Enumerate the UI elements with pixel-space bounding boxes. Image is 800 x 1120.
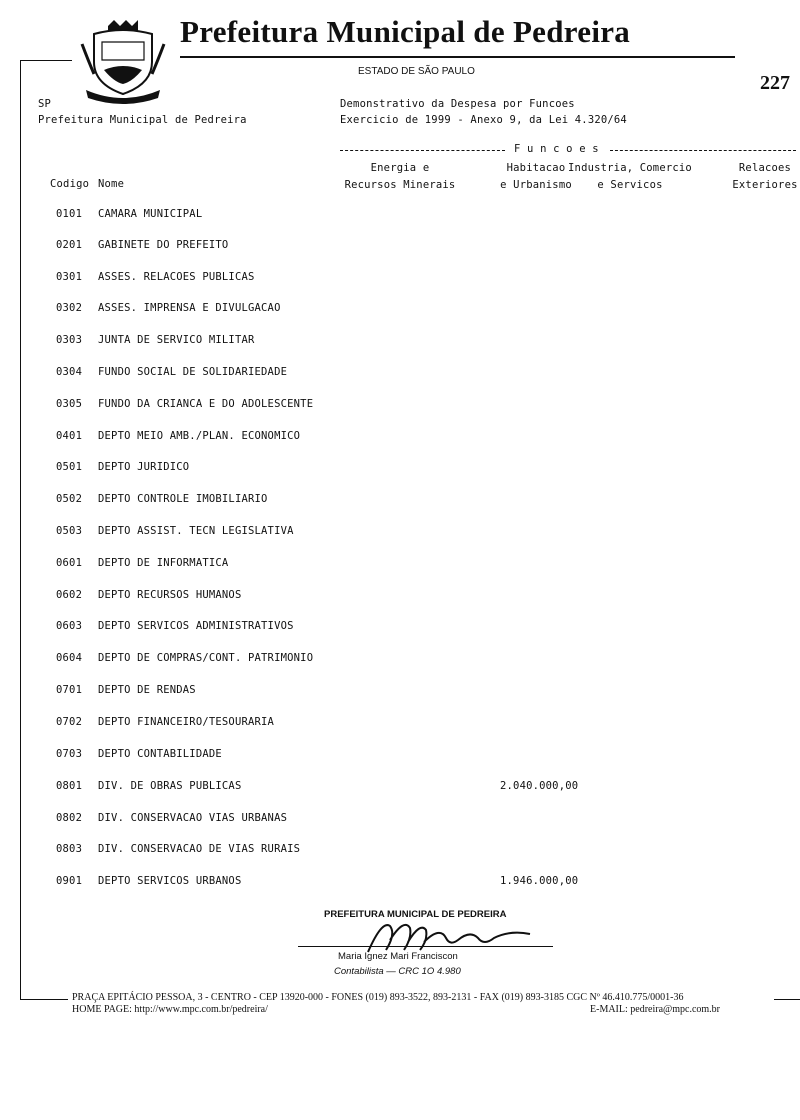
row-code: 0305	[56, 398, 83, 410]
footer-email: E-MAIL: pedreira@mpc.com.br	[590, 1004, 720, 1015]
row-code: 0303	[56, 334, 83, 346]
row-code: 0201	[56, 239, 83, 251]
row-name: DIV. CONSERVACAO DE VIAS RURAIS	[98, 843, 301, 855]
row-name: DEPTO RECURSOS HUMANOS	[98, 589, 242, 601]
row-name: DIV. CONSERVACAO VIAS URBANAS	[98, 812, 288, 824]
table-row	[56, 652, 756, 670]
table-row	[56, 716, 756, 734]
title-underline	[180, 56, 735, 58]
table-row	[56, 589, 756, 607]
table-row	[56, 620, 756, 638]
table-row	[56, 557, 756, 575]
column-header-habitacao-line2: e Urbanismo	[500, 179, 572, 191]
column-header-industria	[568, 160, 692, 194]
table-row	[56, 398, 756, 416]
column-header-energia-line1: Energia e	[370, 162, 430, 174]
report-title: Demonstrativo da Despesa por Funcoes	[340, 98, 575, 110]
table-row	[56, 461, 756, 479]
row-code: 0703	[56, 748, 83, 760]
page-number: 227	[760, 72, 790, 94]
footer-rule-right	[774, 999, 800, 1000]
row-name: DEPTO DE RENDAS	[98, 684, 196, 696]
table-row	[56, 334, 756, 352]
column-header-relacoes-line2: Exteriores	[732, 179, 798, 191]
table-row	[56, 366, 756, 384]
column-header-habitacao-line1: Habitacao	[506, 162, 566, 174]
row-code: 0702	[56, 716, 83, 728]
column-header-energia	[344, 160, 456, 194]
row-code: 0604	[56, 652, 83, 664]
row-code: 0602	[56, 589, 83, 601]
row-code: 0802	[56, 812, 83, 824]
footer-rule-left	[20, 999, 68, 1000]
signature-name: Maria Ignez Mari Franciscon	[338, 951, 458, 962]
row-code: 0501	[56, 461, 83, 473]
row-code: 0803	[56, 843, 83, 855]
row-code: 0901	[56, 875, 83, 887]
table-row	[56, 780, 756, 798]
row-code: 0801	[56, 780, 83, 792]
row-code: 0301	[56, 271, 83, 283]
row-name: DEPTO JURIDICO	[98, 461, 190, 473]
report-exercise: Exercicio de 1999 - Anexo 9, da Lei 4.320/64	[340, 114, 627, 126]
table-row	[56, 684, 756, 702]
footer-homepage: HOME PAGE: http://www.mpc.com.br/pedreira/	[72, 1004, 268, 1015]
funcoes-rule-right	[610, 150, 796, 151]
table-row	[56, 875, 756, 893]
row-name: FUNDO SOCIAL DE SOLIDARIEDADE	[98, 366, 288, 378]
state-label: ESTADO DE SÃO PAULO	[358, 66, 475, 77]
row-name: CAMARA MUNICIPAL	[98, 208, 203, 220]
column-header-energia-line2: Recursos Minerais	[344, 179, 456, 191]
letterhead-title: Prefeitura Municipal de Pedreira	[180, 14, 631, 49]
column-header-nome: Nome	[98, 178, 125, 190]
row-name: DIV. DE OBRAS PUBLICAS	[98, 780, 242, 792]
row-name: GABINETE DO PREFEITO	[98, 239, 229, 251]
table-row	[56, 302, 756, 320]
column-header-relacoes	[730, 160, 800, 194]
row-name: FUNDO DA CRIANCA E DO ADOLESCENTE	[98, 398, 314, 410]
row-code: 0401	[56, 430, 83, 442]
footer-address: PRAÇA EPITÁCIO PESSOA, 3 - CENTRO - CEP 13920-000 - FONES (019) 893-3522, 893-2131 - FAX (019) 893-3185 CGC Nº 46.410.775/0001-36	[72, 992, 684, 1003]
table-row	[56, 748, 756, 766]
row-code: 0502	[56, 493, 83, 505]
row-code: 0101	[56, 208, 83, 220]
column-header-relacoes-line1: Relacoes	[738, 162, 792, 174]
row-code: 0302	[56, 302, 83, 314]
row-code: 0601	[56, 557, 83, 569]
row-code: 0503	[56, 525, 83, 537]
entity-name: Prefeitura Municipal de Pedreira	[38, 114, 247, 126]
signature-role: Contabilista — CRC 1O 4.980	[334, 966, 461, 977]
frame-left-edge	[20, 60, 21, 1000]
row-name: DEPTO MEIO AMB./PLAN. ECONOMICO	[98, 430, 301, 442]
frame-top-left	[20, 60, 72, 61]
row-name: ASSES. RELACOES PUBLICAS	[98, 271, 255, 283]
column-header-industria-line2: e Servicos	[597, 179, 663, 191]
funcoes-label: F u n c o e s	[510, 143, 603, 155]
row-name: DEPTO DE COMPRAS/CONT. PATRIMONIO	[98, 652, 314, 664]
row-name: DEPTO ASSIST. TECN LEGISLATIVA	[98, 525, 294, 537]
row-habitacao-value: 2.040.000,00	[500, 780, 579, 792]
row-name: DEPTO CONTABILIDADE	[98, 748, 222, 760]
signature-stamp: PREFEITURA MUNICIPAL DE PEDREIRA	[324, 909, 507, 920]
row-name: DEPTO DE INFORMATICA	[98, 557, 229, 569]
column-header-habitacao	[498, 160, 574, 194]
signature-line	[298, 946, 553, 947]
row-name: DEPTO CONTROLE IMOBILIARIO	[98, 493, 268, 505]
column-header-industria-line1: Industria, Comercio	[568, 162, 692, 174]
row-name: ASSES. IMPRENSA E DIVULGACAO	[98, 302, 281, 314]
table-row	[56, 430, 756, 448]
row-name: DEPTO FINANCEIRO/TESOURARIA	[98, 716, 275, 728]
row-code: 0304	[56, 366, 83, 378]
column-header-codigo: Codigo	[50, 178, 90, 190]
row-name: JUNTA DE SERVICO MILITAR	[98, 334, 255, 346]
state-abbr: SP	[38, 98, 52, 110]
table-row	[56, 493, 756, 511]
table-row	[56, 812, 756, 830]
row-name: DEPTO SERVICOS URBANOS	[98, 875, 242, 887]
table-row	[56, 525, 756, 543]
row-code: 0701	[56, 684, 83, 696]
funcoes-rule-left	[340, 150, 505, 151]
table-row	[56, 239, 756, 257]
table-row	[56, 843, 756, 861]
row-habitacao-value: 1.946.000,00	[500, 875, 579, 887]
table-row	[56, 271, 756, 289]
municipal-coat-of-arms-icon	[80, 20, 166, 104]
row-code: 0603	[56, 620, 83, 632]
table-row	[56, 208, 756, 226]
row-name: DEPTO SERVICOS ADMINISTRATIVOS	[98, 620, 294, 632]
